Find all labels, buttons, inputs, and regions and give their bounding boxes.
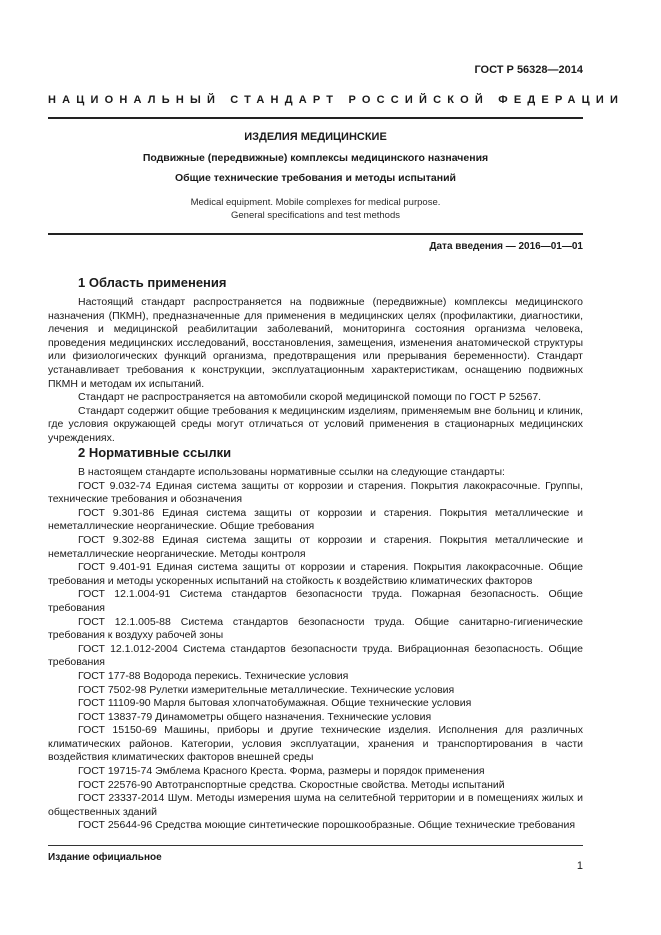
reference-item: ГОСТ 9.301-86 Единая система защиты от коррозии и старения. Покрытия металлические и неметаллические неорганические. Общие требования: [48, 506, 583, 533]
paragraph: Настоящий стандарт распространяется на подвижные (передвижные) комплексы медицинского назначения (ПКМН), предназначенные для применения в медицинских целях (профилактики, диагностики, лечения и медицинской реабилитации заболеваний, мониторинга состояния организма человека, проведения медицинских исследований, восстановления, замещения, изменения анатомической структуры или физиологических функций организма, предотвращения или прерывания беременности). Стандарт устанавливает требования к конструкции, эксплуатационным характеристикам, оснащению подвижных ПКМН и методам их испытаний.: [48, 296, 583, 390]
national-standard-title: НАЦИОНАЛЬНЫЙ СТАНДАРТ РОССИЙСКОЙ ФЕДЕРАЦИИ: [48, 94, 625, 106]
document-subtitle-2: Общие технические требования и методы испытаний: [175, 172, 456, 184]
english-title-line-2: General specifications and test methods: [231, 210, 400, 221]
reference-item: ГОСТ 9.032-74 Единая система защиты от коррозии и старения. Покрытия лакокрасочные. Группы, технические требования и обозначения: [48, 479, 583, 506]
official-edition-label: Издание официальное: [48, 852, 162, 863]
document-subtitle: Подвижные (передвижные) комплексы медицинского назначения: [142, 152, 489, 164]
document-code: ГОСТ Р 56328—2014: [474, 64, 583, 76]
reference-item: ГОСТ 9.302-88 Единая система защиты от коррозии и старения. Покрытия металлические и неметаллические неорганические. Методы контроля: [48, 533, 583, 560]
top-divider: [48, 117, 583, 119]
reference-item: ГОСТ 7502-98 Рулетки измерительные металлические. Технические условия: [78, 683, 455, 696]
reference-item: ГОСТ 12.1.004-91 Система стандартов безопасности труда. Пожарная безопасность. Общие требования: [48, 588, 583, 614]
reference-item: ГОСТ 12.1.005-88 Система стандартов безопасности труда. Общие санитарно-гигиенические требования к воздуху рабочей зоны: [48, 615, 583, 642]
reference-item: ГОСТ 11109-90 Марля бытовая хлопчатобумажная. Общие технические условия: [78, 697, 472, 710]
footer-divider: [48, 845, 583, 846]
paragraph: Стандарт не распространяется на автомобили скорой медицинской помощи по ГОСТ Р 52567.: [78, 391, 542, 404]
section-1-heading: 1 Область применения: [78, 275, 227, 290]
paragraph: Стандарт содержит общие требования к медицинским изделиям, применяемым вне больниц и клиник, где условия окружающей среды могут отличаться от условий применения в стационарных медицинских учреждениях.: [48, 404, 583, 444]
paragraph: В настоящем стандарте использованы нормативные ссылки на следующие стандарты:: [78, 466, 505, 478]
section-2-heading: 2 Нормативные ссылки: [78, 445, 232, 460]
introduction-date: Дата введения — 2016—01—01: [429, 241, 583, 252]
reference-item: ГОСТ 13837-79 Динамометры общего назначения. Технические условия: [78, 710, 432, 723]
reference-item: ГОСТ 15150-69 Машины, приборы и другие технические изделия. Исполнения для различных климатических районов. Категории, условия эксплуатации, хранения и транспортирования в части воздействия климатических факторов внешней среды: [48, 724, 583, 764]
reference-item: ГОСТ 177-88 Водорода перекись. Технические условия: [78, 669, 349, 682]
section-2-body: [48, 466, 583, 833]
document-title: ИЗДЕЛИЯ МЕДИЦИНСКИЕ: [244, 131, 387, 143]
reference-item: ГОСТ 12.1.012-2004 Система стандартов безопасности труда. Вибрационная безопасность. Общие требования: [48, 642, 583, 669]
title-divider: [48, 233, 583, 235]
page-number: 1: [576, 860, 583, 872]
section-1-body: [48, 296, 583, 446]
english-title-line-1: Medical equipment. Mobile complexes for medical purpose.: [190, 197, 441, 208]
reference-item: ГОСТ 23337-2014 Шум. Методы измерения шума на селитебной территории и в помещениях жилых и общественных зданий: [48, 792, 583, 818]
reference-item: ГОСТ 19715-74 Эмблема Красного Креста. Форма, размеры и порядок применения: [78, 765, 485, 778]
reference-item: ГОСТ 25644-96 Средства моющие синтетические порошкообразные. Общие технические требования: [78, 819, 576, 832]
reference-item: ГОСТ 9.401-91 Единая система защиты от коррозии и старения. Покрытия лакокрасочные. Общие требования и методы ускоренных испытаний на стойкость к воздействию климатических факторов: [48, 561, 583, 587]
reference-item: ГОСТ 22576-90 Автотранспортные средства. Скоростные свойства. Методы испытаний: [78, 778, 505, 791]
